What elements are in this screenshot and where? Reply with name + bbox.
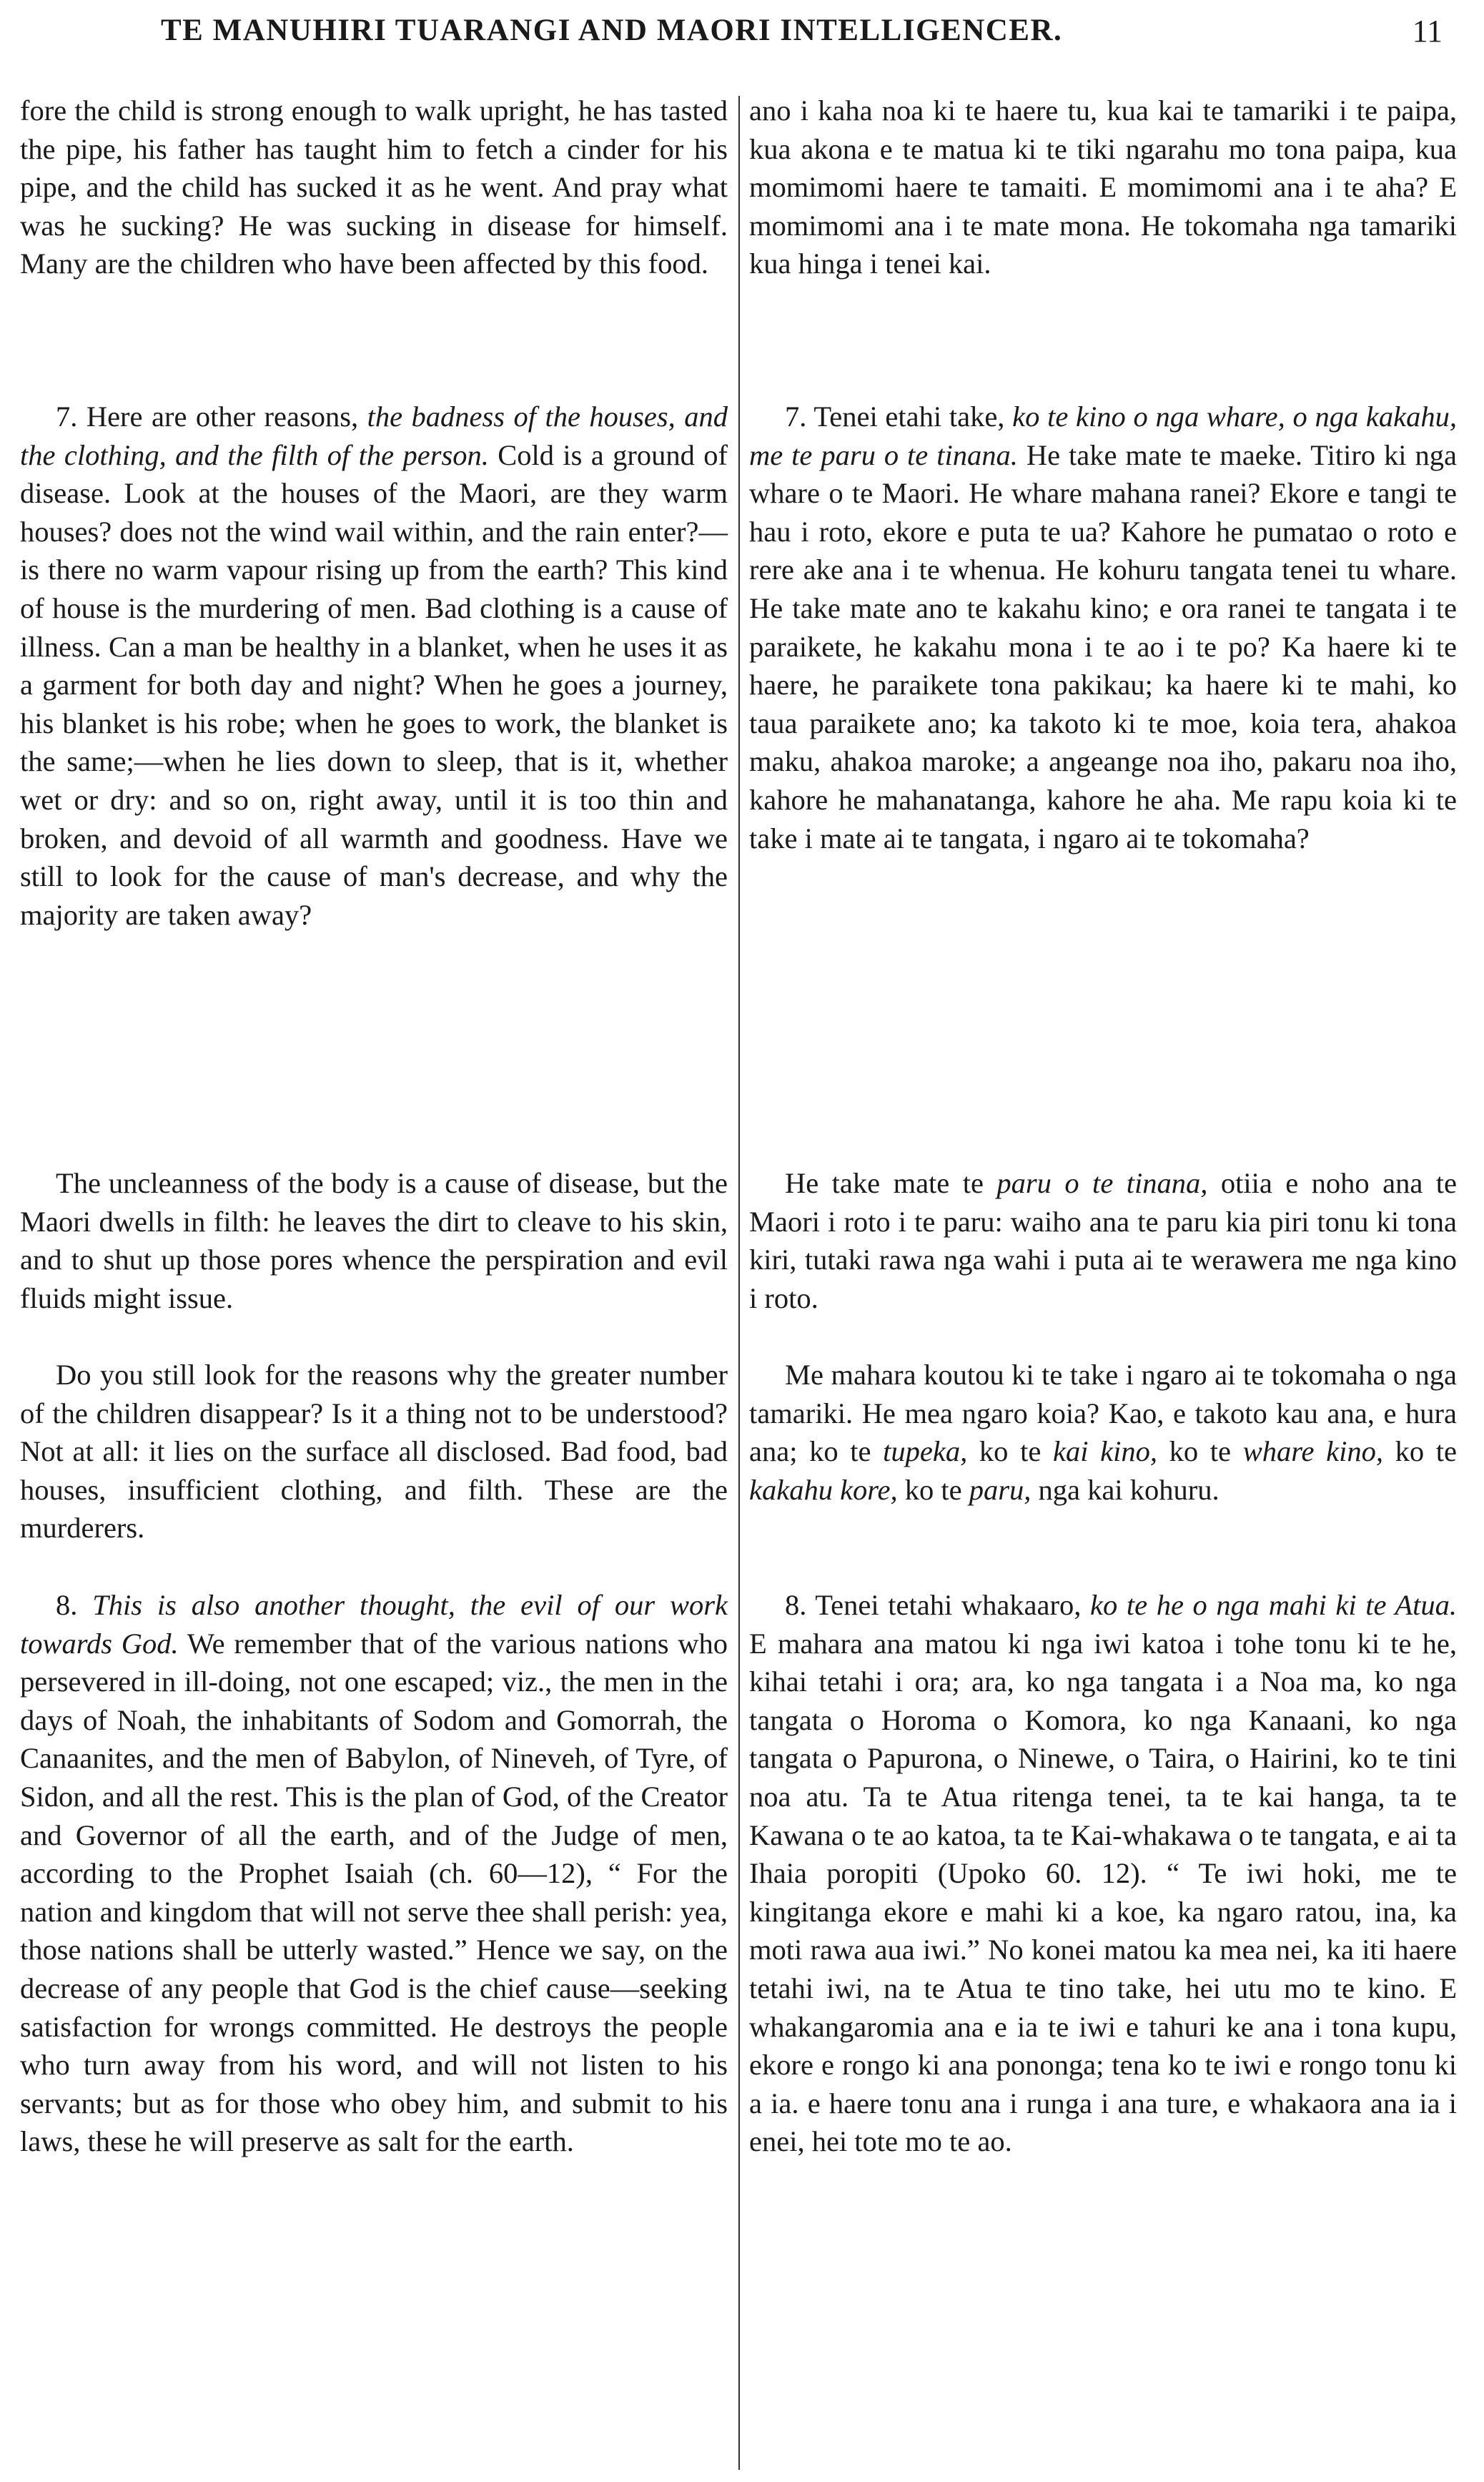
maori-p-take-c: ko te [967, 1435, 1053, 1468]
english-p7-text-a: 7. Here are other reasons, [56, 400, 367, 433]
english-p7-italic: the badness of the houses, and the clothing, and the filth of the person. [20, 400, 728, 471]
english-p8-italic: This is also another thought, the evil of our work towards God. [20, 1589, 728, 1660]
english-paragraph-8 [20, 1586, 728, 2161]
maori-p7-italic: ko te kino o nga whare, o nga kakahu, me te paru o te tinana. [749, 400, 1457, 471]
english-paragraph-reasons: Do you still look for the reasons why the greater number of the children disappear? Is it a thing not to be understood? Not at all: it lies on the surface all disclosed. Bad food, bad houses, insufficient clothing, and filth. These are the murderers. [20, 1359, 728, 1545]
maori-p8-text-a: 8. Tenei tetahi whakaaro, [785, 1589, 1090, 1621]
english-paragraph-uncleanness: The uncleanness of the body is a cause of disease, but the Maori dwells in filth: he leaves the dirt to cleave to his skin, and to shut up those pores whence the perspiration and evil fluids might issue. [20, 1167, 728, 1314]
english-paragraph-7 [20, 398, 728, 934]
maori-paragraph-take [749, 1356, 1457, 1509]
english-column [20, 92, 728, 2473]
maori-paragraph-paru [749, 1164, 1457, 1317]
english-p8-text-a: 8. [56, 1589, 93, 1621]
maori-p8-text-b: E mahara ana matou ki nga iwi katoa i tohe tonu ki te he, kihai tetahi i ora; ara, ko nga tangata i a Noa ma, ko nga tangata o Horoma o Komora, ko nga Kanaani, ko nga tangata o Papurona, o Ninewe, o Taira, o Hairini, ko te tini noa atu. Ta te Atua ritenga tenei, ta te kai hanga, ta te Kawana o te ao katoa, ta te Kai-whakawa o te tangata, e ai ta Ihaia poropiti (Upoko 60. 12). “ Te iwi hoki, me te kingitanga ekore e mahi ki a koe, ka ngaro ratou, ina, ka moti rawa aua iwi.” No konei matou ka mea nei, ka iti haere tetahi iwi, na te Atua te tino take, hei utu mo te kino. E whakangaromia ana e ia te iwi e tahuri ke ana i tona kupu, ekore e rongo ki ana pononga; tena ko te iwi e rongo tonu ki a ia. e haere tonu ana i runga i ana ture, e whakaora ana ia i enei, hei tote mo te ao. [749, 1627, 1457, 2158]
maori-paragraph-8 [749, 1586, 1457, 2161]
maori-paragraph-7 [749, 398, 1457, 857]
maori-p-take-i: ko te [897, 1473, 969, 1506]
maori-p-take-paru: paru, [969, 1473, 1032, 1506]
english-p7-text-b: Cold is a ground of disease. Look at the houses of the Maori, are they warm houses? does not the wind wail within, and the rain enter?—is there no warm vapour rising up from the earth? This kind of house is the murdering of men. Bad clothing is a cause of illness. Can a man be healthy in a blanket, when he uses it as a garment for both day and night? When he goes a journey, his blanket is his robe; when he goes to work, the blanket is the same;—when he lies down to sleep, that is it, whether wet or dry: and so on, right away, until it is too thin and broken, and devoid of all warmth and goodness. Have we still to look for the cause of man's decrease, and why the majority are taken away? [20, 438, 728, 931]
maori-p-take-kai-kino: kai kino, [1052, 1435, 1157, 1468]
maori-p7-text-b: He take mate te maeke. Titiro ki nga whare o te Maori. He whare mahana ranei? Ekore e tangi te hau i roto, ekore e puta te ua? Kahore he pumatao o roto e rere ake ana i te whenua. He kohuru tangata tenei tu whare. He take mate ano te kakahu kino; e ora ranei te tangata i te paraikete, he kakahu mona i te ao i te po? Ka haere ki te haere, he paraikete tona pakikau; ka haere ki te mahi, ko taua paraikete ano; ka takoto ki te moe, koia tera, ahakoa maku, ahakoa maroke; a angeange noa iho, pakaru noa iho, kahore he mahanatanga, kahore he aha. Me rapu koia ki te take i mate ai te tangata, i ngaro ai te tokomaha? [749, 438, 1457, 855]
maori-p-paru-text-a: He take mate te [785, 1167, 997, 1199]
maori-p8-italic: ko te he o nga mahi ki te Atua. [1090, 1589, 1457, 1621]
running-head [43, 7, 1455, 57]
column-divider [738, 96, 740, 2470]
maori-p-take-kakahu-kore: kakahu kore, [749, 1473, 898, 1506]
english-paragraph-1: fore the child is strong enough to walk upright, he has tasted the pipe, his father has taught him to fetch a cinder for his pipe, and the child has sucked it as he went. And pray what was he sucking? He was sucking in disease for himself. Many are the children who have been affected by this food. [20, 94, 728, 280]
maori-p-paru-text-b: otiia e noho ana te Maori i roto i te paru: waiho ana te paru kia piri tonu ki tona kiri, tutaki rawa nga wahi i puta ai te werawera me nga kino i roto. [749, 1167, 1457, 1314]
maori-p-take-k: nga kai kohuru. [1031, 1473, 1220, 1506]
maori-paragraph-1: ano i kaha noa ki te haere tu, kua kai te tamariki i te paipa, kua akona e te matua ki te tiki ngarahu mo tona paipa, kua momimomi haere te tamaiti. E momimomi ana i te aha? E momimomi ana i te mate mona. He tokomaha nga tamariki kua hinga i tenei kai. [749, 94, 1457, 280]
masthead-title: TE MANUHIRI TUARANGI AND MAORI INTELLIGENCER. [161, 14, 1063, 47]
maori-p7-text-a: 7. Tenei etahi take, [785, 400, 1013, 433]
english-p8-text-b: We remember that of the various nations who persevered in ill-doing, not one escaped; viz., the men in the days of Noah, the inhabitants of Sodom and Gomorrah, the Canaanites, and the men of Babylon, of Nineveh, of Tyre, of Sidon, and all the rest. This is the plan of God, of the Creator and Governor of all the earth, and of the Judge of men, according to the Prophet Isaiah (ch. 60—12), “ For the nation and kingdom that will not serve thee shall perish: yea, those nations shall be utterly wasted.” Hence we say, on the decrease of any people that God is the chief cause—seeking satisfaction for wrongs committed. He destroys the people who turn away from his word, and will not listen to his servants; but as for those who obey him, and submit to his laws, these he will preserve as salt for the earth. [20, 1627, 728, 2158]
maori-p-take-g: ko te [1382, 1435, 1458, 1468]
maori-p-take-whare-kino: whare kino, [1242, 1435, 1383, 1468]
two-column-body [20, 92, 1457, 2473]
maori-p-take-tupeka: tupeka, [883, 1435, 968, 1468]
maori-p-take-a: Me mahara koutou ki te take i ngaro ai te tokomaha o nga tamariki. He mea ngaro koia? Kao, e takoto kau ana, e hura ana; ko te [749, 1359, 1457, 1468]
maori-p-paru-italic: paru o te tinana, [996, 1167, 1208, 1199]
page-number: 11 [1412, 14, 1443, 49]
maori-column [749, 92, 1457, 2473]
maori-p-take-e: ko te [1157, 1435, 1243, 1468]
